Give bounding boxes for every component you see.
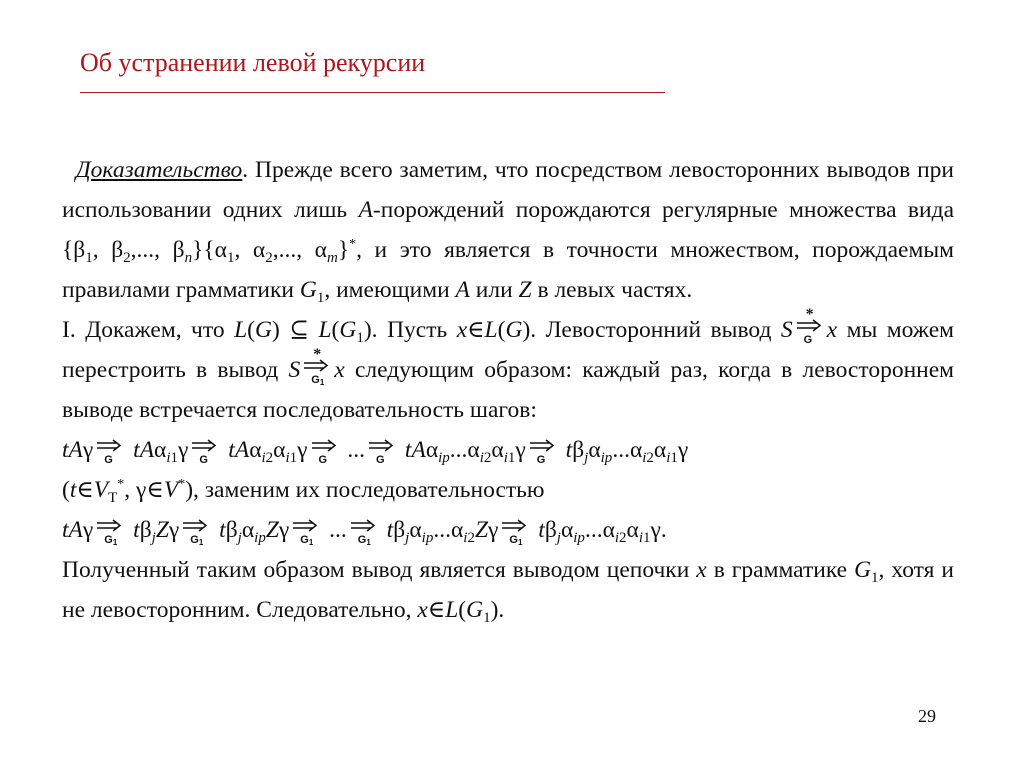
text-run: Левосторонний вывод bbox=[545, 317, 772, 343]
symbol-G: G bbox=[854, 557, 872, 583]
superscript: * bbox=[349, 237, 357, 252]
proof-label: Доказательство bbox=[75, 157, 243, 183]
text-run: -порождений порождаются регулярные множества вида {β bbox=[62, 197, 954, 263]
deriv-label bbox=[358, 534, 371, 546]
subscript: 2 bbox=[123, 250, 131, 266]
deriv-label-g: G bbox=[311, 374, 320, 386]
derives-star-icon bbox=[795, 306, 825, 347]
deriv-label: G bbox=[104, 454, 113, 466]
symbol-Z: Z bbox=[518, 277, 532, 303]
text-run: , хотя и не левосторонним. Следовательно, bbox=[62, 557, 955, 623]
symbol-L: L bbox=[318, 317, 332, 343]
proof-paragraph-1 bbox=[62, 150, 954, 310]
symbol-x: x bbox=[826, 317, 838, 343]
deriv-label-g: G bbox=[300, 534, 309, 546]
symbol-G: G bbox=[505, 317, 523, 343]
text-run: , α bbox=[234, 237, 266, 263]
symbol-G: G bbox=[339, 317, 357, 343]
text-run: в левых частях. bbox=[531, 277, 693, 303]
subscript: 1 bbox=[85, 250, 93, 266]
derives-g1-icon bbox=[181, 519, 211, 547]
deriv-label-sub: 1 bbox=[308, 538, 314, 547]
symbol-L: L bbox=[234, 317, 248, 343]
text-run: следующим образом: каждый раз, когда в левостороннем выводе встречается последовательность шагов: bbox=[62, 357, 955, 423]
text-run: . Прежде всего заметим, что посредством левосторонних выводов при использовании одних лишь bbox=[62, 157, 954, 223]
text-run: I. Докажем, что bbox=[62, 317, 235, 343]
deriv-star: * bbox=[805, 306, 814, 323]
derives-g-icon bbox=[528, 439, 558, 467]
derives-g-icon bbox=[95, 439, 125, 467]
symbol-S: S bbox=[780, 317, 793, 343]
deriv-label-sub: 1 bbox=[198, 538, 204, 547]
text-run: ,..., α bbox=[272, 237, 327, 263]
deriv-label bbox=[311, 374, 324, 386]
text-run: мы можем перестроить в вывод bbox=[62, 317, 955, 383]
text-run: в грамматике bbox=[706, 557, 855, 583]
deriv-label: G bbox=[376, 454, 385, 466]
symbol-L: L bbox=[484, 317, 498, 343]
symbol-A: A bbox=[455, 277, 470, 303]
page-number: 29 bbox=[918, 706, 936, 726]
derives-g1-icon bbox=[349, 519, 379, 547]
text-run: Пусть bbox=[387, 317, 448, 343]
symbol-A: A bbox=[358, 197, 373, 223]
deriv-label: G bbox=[318, 454, 328, 466]
slide-body bbox=[62, 150, 954, 630]
symbol-G: G bbox=[254, 317, 272, 343]
subscript: m bbox=[326, 250, 338, 266]
symbol-x: x bbox=[417, 597, 428, 623]
subscript: 1 bbox=[356, 330, 364, 346]
deriv-label bbox=[300, 534, 313, 546]
text-run: , и это является в точности множеством, порождаемым правилами грамматики bbox=[62, 237, 954, 303]
derives-g1-icon bbox=[500, 519, 530, 547]
deriv-label bbox=[509, 534, 522, 546]
deriv-label-sub: 1 bbox=[319, 378, 325, 387]
derives-g1-icon bbox=[95, 519, 125, 547]
deriv-label-g: G bbox=[190, 534, 199, 546]
text-run: или bbox=[469, 277, 519, 303]
symbol-G: G bbox=[466, 597, 484, 623]
deriv-label-sub: 1 bbox=[517, 538, 523, 547]
derives-g-icon bbox=[190, 439, 220, 467]
text-run: } bbox=[337, 237, 350, 263]
symbol-x: x bbox=[334, 357, 345, 383]
subscript: 1 bbox=[483, 610, 491, 626]
deriv-label: G bbox=[199, 454, 208, 466]
symbol-L: L bbox=[445, 597, 459, 623]
slide-title: Об устранении левой рекурсии bbox=[80, 48, 426, 77]
title-underline bbox=[80, 92, 665, 93]
deriv-star: * bbox=[313, 346, 322, 363]
derives-g-icon bbox=[310, 439, 340, 467]
deriv-label-sub: 1 bbox=[366, 538, 371, 547]
subscript: 1 bbox=[316, 290, 325, 306]
deriv-label: G bbox=[803, 334, 813, 346]
deriv-label-g: G bbox=[509, 534, 518, 546]
deriv-label bbox=[104, 534, 117, 546]
symbol-G: G bbox=[299, 277, 317, 303]
text-run: , имеющими bbox=[324, 277, 456, 303]
deriv-label: G bbox=[536, 454, 546, 466]
text-run: ), заменим их последовательностью bbox=[185, 477, 545, 503]
derives-g1-icon bbox=[291, 519, 321, 547]
text-run: Полученный таким образом вывод является выводом цепочки bbox=[62, 557, 697, 583]
proof-paragraph-2: I. Докажем, что L(G) ⊆ $L(G_1)$. Пусть x∈L(G). Левосторонний вывод S * G x мы можем перестроить в вывод S * $G_1$ x следующим образом: каждый раз, когда в левостороннем выводе встречается последовательность шагов: bbox=[62, 306, 955, 423]
derives-star-g1-icon bbox=[302, 346, 332, 387]
symbol-x: x bbox=[456, 317, 468, 343]
text-run: }{α bbox=[192, 237, 227, 263]
deriv-label-sub: 1 bbox=[112, 538, 118, 547]
symbol-S: S bbox=[288, 357, 301, 383]
conclusion-paragraph: Полученный таким образом вывод является выводом цепочки x в грамматике $G_1$, хотя и не левосторонним. Следовательно, $x\in L(G_1)$. bbox=[62, 557, 955, 626]
derivation-sequence-2: tAγ $G_1$ $t\beta_jZ\gamma$ $G_1$ $t\beta_j\alpha_{ip}Z\gamma$ $G_1$ ... $G_1$ $t\beta_j\alpha_{ip}...\alpha_{i2}Z\gamma$ $G_1$ $t\beta_j\alpha_{ip}...\alpha_{i2}\alpha_{i1}\gamma$. bbox=[62, 517, 667, 547]
derivation-sequence-1: tAγ G tAα$_{i1}$γ G $tA\alpha_{i2}\alpha_{i1}\gamma$ G ... G $tA\alpha_{ip}...\alpha_{i2}\alpha_{i1}\gamma$ G $t\beta_j\alpha_{ip}...\alpha_{i2}\alpha_{i1}\gamma$ bbox=[62, 437, 689, 466]
deriv-label bbox=[190, 534, 203, 546]
subscript: 2 bbox=[265, 250, 273, 266]
subscript: 1 bbox=[871, 570, 879, 586]
deriv-label-g: G bbox=[357, 534, 367, 546]
condition-line: ($t\in V_Т^*$, γ∈V*), заменим их последовательностью bbox=[62, 477, 545, 506]
derives-g-icon bbox=[367, 439, 397, 467]
subscript: 1 bbox=[226, 250, 235, 266]
text-run: ,..., β bbox=[130, 237, 185, 263]
deriv-label-g: G bbox=[104, 534, 113, 546]
subscript: n bbox=[184, 250, 193, 266]
symbol-x: x bbox=[696, 557, 707, 583]
text-run: , β bbox=[92, 237, 124, 263]
